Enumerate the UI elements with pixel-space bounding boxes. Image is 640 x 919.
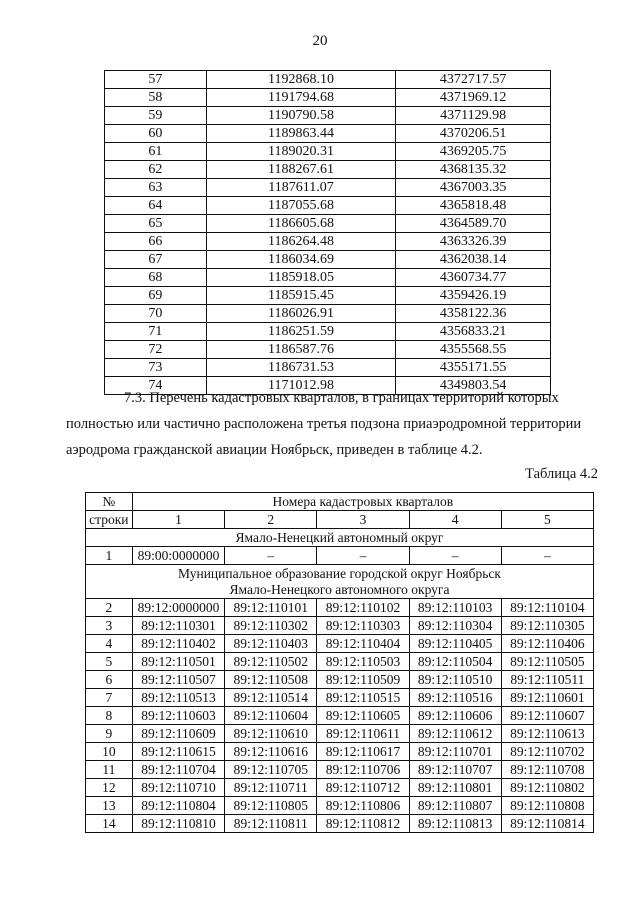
- quarter-cell: 89:12:110706: [317, 761, 409, 779]
- table-row: [105, 143, 551, 161]
- quarter-cell: 89:12:110806: [317, 797, 409, 815]
- table-caption: Таблица 4.2: [525, 466, 598, 482]
- quarter-cell: 89:12:110707: [409, 761, 501, 779]
- table-row: [105, 251, 551, 269]
- y-coordinate: 4372717.57: [396, 71, 551, 89]
- paragraph-line-3: аэродрома гражданской авиации Ноябрьск, приведен в таблице 4.2.: [66, 442, 483, 458]
- quarter-cell: –: [501, 547, 593, 565]
- x-coordinate: 1186026.91: [206, 305, 395, 323]
- quarter-cell: 89:12:110710: [132, 779, 225, 797]
- paragraph-7-3: [66, 385, 600, 411]
- point-number: 71: [105, 323, 207, 341]
- table-row: [86, 797, 594, 815]
- table-row: [86, 689, 594, 707]
- header-group-title: Номера кадастровых кварталов: [132, 493, 593, 511]
- quarter-cell: 89:12:110514: [225, 689, 317, 707]
- point-number: 73: [105, 359, 207, 377]
- y-coordinate: 4358122.36: [396, 305, 551, 323]
- quarter-cell: 89:12:110607: [501, 707, 593, 725]
- x-coordinate: 1190790.58: [206, 107, 395, 125]
- x-coordinate: 1186034.69: [206, 251, 395, 269]
- table-row: [105, 71, 551, 89]
- row-number: 10: [86, 743, 133, 761]
- row-number: 6: [86, 671, 133, 689]
- quarter-cell: 89:12:110402: [132, 635, 225, 653]
- quarter-cell: 89:12:110102: [317, 599, 409, 617]
- quarter-cell: 89:12:110617: [317, 743, 409, 761]
- point-number: 59: [105, 107, 207, 125]
- point-number: 72: [105, 341, 207, 359]
- table-row: [86, 725, 594, 743]
- quarter-cell: 89:12:110802: [501, 779, 593, 797]
- quarter-cell: 89:12:110701: [409, 743, 501, 761]
- x-coordinate: 1189020.31: [206, 143, 395, 161]
- table-row: [86, 547, 594, 565]
- table-row: [86, 635, 594, 653]
- table-row: [105, 107, 551, 125]
- table-row: [86, 707, 594, 725]
- quarter-cell: 89:12:0000000: [132, 599, 225, 617]
- quarter-cell: 89:12:110302: [225, 617, 317, 635]
- point-number: 69: [105, 287, 207, 305]
- point-number: 70: [105, 305, 207, 323]
- row-number: 12: [86, 779, 133, 797]
- y-coordinate: 4356833.21: [396, 323, 551, 341]
- municipality-title-row: [86, 565, 594, 599]
- table-row: [86, 815, 594, 833]
- table-row: [105, 197, 551, 215]
- quarter-cell: 89:12:110704: [132, 761, 225, 779]
- quarter-cell: 89:12:110104: [501, 599, 593, 617]
- region-title: Ямало-Ненецкий автономный округ: [86, 529, 594, 547]
- quarter-cell: 89:12:110509: [317, 671, 409, 689]
- quarter-cell: –: [225, 547, 317, 565]
- quarter-cell: 89:12:110605: [317, 707, 409, 725]
- quarter-cell: 89:12:110505: [501, 653, 593, 671]
- y-coordinate: 4368135.32: [396, 161, 551, 179]
- quarter-cell: 89:12:110303: [317, 617, 409, 635]
- x-coordinate: 1191794.68: [206, 89, 395, 107]
- col-number: 3: [317, 511, 409, 529]
- paragraph-7-3-line3: [66, 437, 600, 463]
- table-row: [105, 215, 551, 233]
- cadastral-quarters-table: [85, 492, 594, 833]
- col-number: 5: [501, 511, 593, 529]
- quarter-cell: 89:12:110807: [409, 797, 501, 815]
- quarter-cell: 89:12:110305: [501, 617, 593, 635]
- quarter-cell: 89:12:110705: [225, 761, 317, 779]
- quarter-cell: 89:12:110808: [501, 797, 593, 815]
- quarter-cell: 89:12:110103: [409, 599, 501, 617]
- quarter-cell: 89:12:110510: [409, 671, 501, 689]
- quarter-cell: 89:12:110101: [225, 599, 317, 617]
- quarter-cell: 89:12:110814: [501, 815, 593, 833]
- x-coordinate: 1186605.68: [206, 215, 395, 233]
- quarter-cell: 89:12:110513: [132, 689, 225, 707]
- header-no-symbol: №: [86, 493, 133, 511]
- table-row: [86, 653, 594, 671]
- quarter-cell: 89:12:110601: [501, 689, 593, 707]
- x-coordinate: 1186587.76: [206, 341, 395, 359]
- point-number: 67: [105, 251, 207, 269]
- quarter-cell: 89:00:0000000: [132, 547, 225, 565]
- table-row: [105, 323, 551, 341]
- table-row: [105, 287, 551, 305]
- x-coordinate: 1186731.53: [206, 359, 395, 377]
- paragraph-line-1: 7.3. Перечень кадастровых кварталов, в границах территорий которых: [124, 390, 559, 406]
- table-row: [105, 89, 551, 107]
- quarter-cell: 89:12:110712: [317, 779, 409, 797]
- table-row: [105, 179, 551, 197]
- point-number: 74: [105, 377, 207, 395]
- quarter-cell: 89:12:110708: [501, 761, 593, 779]
- quarter-cell: 89:12:110615: [132, 743, 225, 761]
- coordinates-table: [104, 70, 551, 395]
- x-coordinate: 1185918.05: [206, 269, 395, 287]
- point-number: 63: [105, 179, 207, 197]
- quarter-cell: 89:12:110511: [501, 671, 593, 689]
- quarter-cell: 89:12:110403: [225, 635, 317, 653]
- quarter-cell: 89:12:110812: [317, 815, 409, 833]
- quarter-cell: 89:12:110603: [132, 707, 225, 725]
- point-number: 62: [105, 161, 207, 179]
- header-row-label: строки: [86, 511, 133, 529]
- row-number: 3: [86, 617, 133, 635]
- y-coordinate: 4371969.12: [396, 89, 551, 107]
- quarter-cell: 89:12:110804: [132, 797, 225, 815]
- col-number: 4: [409, 511, 501, 529]
- row-number: 4: [86, 635, 133, 653]
- y-coordinate: 4360734.77: [396, 269, 551, 287]
- header-row-1: [86, 493, 594, 511]
- point-number: 64: [105, 197, 207, 215]
- row-number: 5: [86, 653, 133, 671]
- quarter-cell: 89:12:110606: [409, 707, 501, 725]
- point-number: 68: [105, 269, 207, 287]
- point-number: 58: [105, 89, 207, 107]
- x-coordinate: 1187611.07: [206, 179, 395, 197]
- table-row: [86, 743, 594, 761]
- y-coordinate: 4367003.35: [396, 179, 551, 197]
- table-row: [86, 671, 594, 689]
- quarter-cell: 89:12:110516: [409, 689, 501, 707]
- quarter-cell: 89:12:110404: [317, 635, 409, 653]
- quarter-cell: 89:12:110811: [225, 815, 317, 833]
- y-coordinate: 4359426.19: [396, 287, 551, 305]
- quarter-cell: 89:12:110613: [501, 725, 593, 743]
- municipality-title-line2: Ямало-Ненецкого автономного округа: [229, 581, 450, 597]
- y-coordinate: 4362038.14: [396, 251, 551, 269]
- page-number: 20: [312, 33, 328, 49]
- quarter-cell: 89:12:110711: [225, 779, 317, 797]
- table-row: [105, 125, 551, 143]
- y-coordinate: 4370206.51: [396, 125, 551, 143]
- point-number: 61: [105, 143, 207, 161]
- col-number: 2: [225, 511, 317, 529]
- municipality-title-line1: Муниципальное образование городской округ Ноябрьск: [178, 565, 501, 581]
- point-number: 57: [105, 71, 207, 89]
- x-coordinate: 1189863.44: [206, 125, 395, 143]
- quarter-cell: –: [409, 547, 501, 565]
- municipality-title: [86, 565, 594, 599]
- table-row: [86, 761, 594, 779]
- quarter-cell: 89:12:110813: [409, 815, 501, 833]
- quarter-cell: 89:12:110616: [225, 743, 317, 761]
- y-coordinate: 4349803.54: [396, 377, 551, 395]
- y-coordinate: 4364589.70: [396, 215, 551, 233]
- quarter-cell: 89:12:110609: [132, 725, 225, 743]
- paragraph-7-3-line2: [66, 411, 600, 437]
- table-row: [86, 599, 594, 617]
- x-coordinate: 1187055.68: [206, 197, 395, 215]
- table-row: [105, 341, 551, 359]
- point-number: 66: [105, 233, 207, 251]
- quarter-cell: 89:12:110702: [501, 743, 593, 761]
- point-number: 65: [105, 215, 207, 233]
- quarter-cell: 89:12:110406: [501, 635, 593, 653]
- x-coordinate: 1186251.59: [206, 323, 395, 341]
- y-coordinate: 4369205.75: [396, 143, 551, 161]
- x-coordinate: 1171012.98: [206, 377, 395, 395]
- point-number: 60: [105, 125, 207, 143]
- y-coordinate: 4355171.55: [396, 359, 551, 377]
- row-number: 13: [86, 797, 133, 815]
- quarter-cell: 89:12:110405: [409, 635, 501, 653]
- y-coordinate: 4365818.48: [396, 197, 551, 215]
- x-coordinate: 1188267.61: [206, 161, 395, 179]
- row-number: 7: [86, 689, 133, 707]
- table-row: [86, 779, 594, 797]
- table-row: [105, 359, 551, 377]
- quarter-cell: 89:12:110612: [409, 725, 501, 743]
- x-coordinate: 1192868.10: [206, 71, 395, 89]
- col-number: 1: [132, 511, 225, 529]
- quarter-cell: 89:12:110304: [409, 617, 501, 635]
- x-coordinate: 1186264.48: [206, 233, 395, 251]
- quarter-cell: 89:12:110503: [317, 653, 409, 671]
- quarter-cell: 89:12:110507: [132, 671, 225, 689]
- row-number: 9: [86, 725, 133, 743]
- quarter-cell: 89:12:110604: [225, 707, 317, 725]
- row-number: 1: [86, 547, 133, 565]
- quarter-cell: 89:12:110810: [132, 815, 225, 833]
- table-row: [105, 161, 551, 179]
- table-row: [105, 233, 551, 251]
- row-number: 14: [86, 815, 133, 833]
- quarter-cell: 89:12:110501: [132, 653, 225, 671]
- quarter-cell: 89:12:110515: [317, 689, 409, 707]
- table-row: [105, 305, 551, 323]
- row-number: 2: [86, 599, 133, 617]
- quarter-cell: 89:12:110610: [225, 725, 317, 743]
- y-coordinate: 4371129.98: [396, 107, 551, 125]
- x-coordinate: 1185915.45: [206, 287, 395, 305]
- quarter-cell: 89:12:110611: [317, 725, 409, 743]
- header-row-2: [86, 511, 594, 529]
- table-row: [86, 617, 594, 635]
- row-number: 11: [86, 761, 133, 779]
- quarter-cell: –: [317, 547, 409, 565]
- quarter-cell: 89:12:110502: [225, 653, 317, 671]
- quarter-cell: 89:12:110301: [132, 617, 225, 635]
- quarter-cell: 89:12:110805: [225, 797, 317, 815]
- region-title-row: [86, 529, 594, 547]
- quarter-cell: 89:12:110801: [409, 779, 501, 797]
- row-number: 8: [86, 707, 133, 725]
- paragraph-line-2: полностью или частично расположена третья подзона приаэродромной территории: [66, 416, 582, 432]
- table-row: [105, 269, 551, 287]
- quarter-cell: 89:12:110504: [409, 653, 501, 671]
- quarter-cell: 89:12:110508: [225, 671, 317, 689]
- y-coordinate: 4355568.55: [396, 341, 551, 359]
- y-coordinate: 4363326.39: [396, 233, 551, 251]
